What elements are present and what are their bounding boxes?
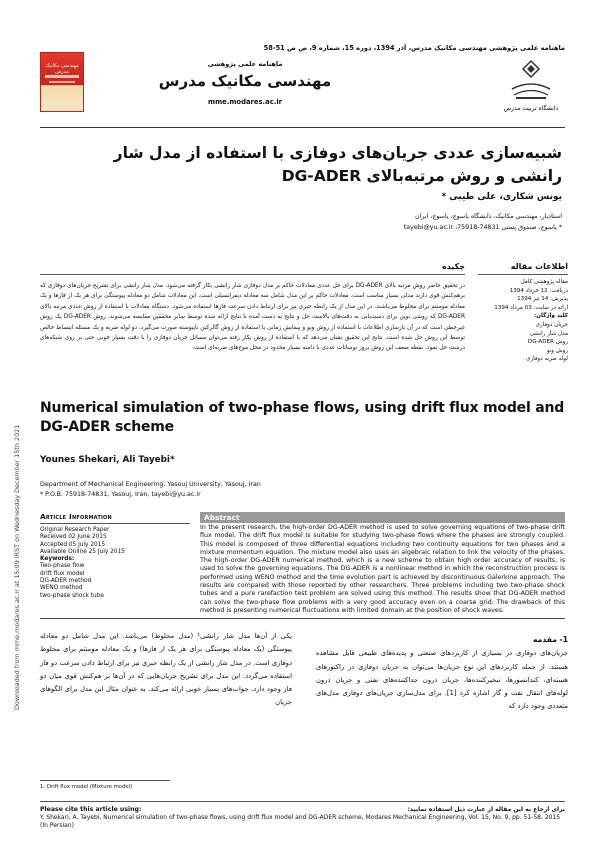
- english-keyword: WENO method: [40, 585, 83, 592]
- persian-article-info-heading: اطلاعات مقاله: [478, 262, 568, 275]
- persian-info-line: دریافت: 12 خرداد 1394: [509, 287, 568, 294]
- journal-cover-thumbnail: [40, 52, 84, 112]
- university-logo-icon: [500, 55, 562, 113]
- introduction-continued-text: یکی از آن‌ها مدل شار رانشی¹ (مدل مخلوط) می‌باشد. این مدل شامل دو معادله پیوستگی (یک معادله پیوستگی برای هر یک از فازها) و یک معادله مومنتم برای مخلوط دوفازی است. در مدل شار رانشی از یک رابطه جبری نیز برای ارتباط دادن سرعت دو فاز استفاده می‌گردد. این مدل برای تشریح جریان‌هایی که در آن‌ها بر هم‌کنش قوی میان دو فاز وجود دارد، جواب‌های بسیار خوبی ارائه می‌کند. به عنوان مثال این مدل برای الگوهای جریان: [40, 632, 292, 707]
- english-authors: Younes Shekari, Ali Tayebi*: [40, 455, 175, 465]
- persian-abstract: در تحقیق حاضر روش مرتبه بالای DG-ADER برای حل عددی معادلات حاکم بر مدل دوفازی شار رانشی بکار گرفته می‌شود. مدل شار رانشی برای تشریح جریان‌های دوفازی که برهم‌کنش قوی دارند مدلی بسیار مناسب است. معادلات حاکم بر این مدل شامل سه معادله دیفرانسیلی است. این معادلات شامل دو معادله پیوستگی برای هر یک از فازها و یک معادله مومنتم برای مخلوط می‌باشند. در این مدل از یک رابطه جبری نیز برای ارتباط دادن سرعت فازها استفاده می‌شود. دستگاه معادلات با استفاده از روش عددی مرتبه بالای DG-ADER که روشی نوین برای دست‌یابی به دقت‌های بالاست حل و نتایج به دست آمده با نتایج ارائه شده توسط سایر محققین مقایسه می‌شوند. روش DG-ADER یک روش غیرخطی است که در آن بازسازی اطلاعات با استفاده از روش ونو و پیمایش زمانی با استفاده از روش گالرکین ناپیوسته صورت می‌گیرد. دو لوله ضربه و یک مسئله انبساط خالص توسط این روش حل شده است. نتایج این تحقیق نشان می‌دهد که با استفاده از روش بکار رفته می‌توان مسائل جریان دوفازی را با دقت بسیار خوبی حتی بر روی شبکه‌های درشت حل نمود. نقطه ضعف این روش بروز نوسانات عددی با دامنه بسیار محدود در محل موج‌های ضربه‌ای است.: [40, 283, 465, 352]
- persian-affiliation: [404, 211, 562, 233]
- persian-keyword: لوله ضربه دوفازی: [526, 356, 568, 363]
- english-title: Numerical simulation of two-phase flows, using drift flux model and DG-ADER scheme: [40, 400, 565, 435]
- english-keyword: DG-ADER method: [40, 578, 92, 585]
- persian-keyword: جریان دوفازی: [535, 321, 568, 328]
- footnote: 1- Drift flux model (Mixture model): [40, 784, 133, 790]
- introduction-heading: 1- مقدمه: [533, 635, 568, 644]
- body-column-left: [40, 630, 292, 710]
- persian-keyword: روش DG-ADER: [527, 339, 568, 346]
- persian-corresponding-line: * یاسوج، صندوق پستی 74831-75918، tayebi@yu.ac.ir: [403, 224, 562, 231]
- persian-info-line: ارائه در سایت: 03 مرداد 1394: [494, 304, 568, 311]
- english-affiliation-line: Department of Mechanical Engineering, Yasouj University, Yasouj, Iran: [40, 481, 261, 488]
- journal-name: مهندسی مکانیک مدرس: [158, 72, 332, 90]
- body-column-right: [316, 633, 568, 714]
- citation-persian-heading: برای ارجاع به این مقاله از عبارت ذیل استفاده نمایید:: [407, 806, 565, 813]
- persian-abstract-heading: چکیده: [40, 262, 465, 275]
- english-affiliation: [40, 480, 261, 499]
- download-note-text: Downloaded from mme.modares.ac.ir at 15:09 IRST on Wednesday December 15th 2021: [13, 424, 21, 710]
- abstract-bottom-divider: [40, 618, 565, 619]
- english-abstract: In the present research, the high-order DG-ADER method is used to solve governing equations of two-phase drift flux model. The drift flux model is suitable for studying two-phase flows where the phases are strongly coupled. This model is composed of three differential equations including two continuity equations for two phases and a mixture momentum equation. The mixture model also uses an algebraic relation to link the velocity of the phases. The high-order DG-ADER numerical method, which is a new scheme to obtain high order accuracy of results, is used to solve the governing equations. The DG-ADER is a nonlinear method in which the reconstruction process is performed using WENO method and the time evolution part is achieved by discontinuous Galerkine approach. The results are compared with those reported by other researchers. Three problems including two two-phase shock tubes and a pure rarefaction test problem are solved using this method. The results show that DG-ADER method can solve the two-phase flow problems with a very good accuracy even on a coarse grid. The drawback of this method is presenting numerical fluctuations with limited domain at the position of shock waves.: [200, 524, 565, 614]
- english-info-line: Received 02 June 2015: [40, 534, 107, 541]
- cover-decoration: [45, 75, 79, 78]
- english-info-line: Available Online 25 July 2015: [40, 548, 125, 555]
- journal-type-label: ماهنامه علمی پژوهشی: [207, 60, 283, 68]
- journal-header: [150, 60, 340, 106]
- persian-info-line: پذیرش: 14 تیر 1394: [517, 296, 568, 303]
- english-article-info-heading: Article Information: [40, 512, 190, 524]
- english-article-info: [40, 512, 190, 600]
- persian-affiliation-line: استادیار، مهندسی مکانیک، دانشگاه یاسوج، یاسوج، ایران: [414, 213, 562, 220]
- logo-caption: دانشگاه تربیت مدرس: [503, 105, 559, 112]
- english-corresponding-line: * P.O.B. 75918-74831, Yasouj, Iran, tayebi@yu.ac.ir: [40, 490, 201, 498]
- citation-english-heading: Please cite this article using:: [40, 806, 142, 813]
- english-abstract-heading: Abstract: [200, 512, 565, 523]
- persian-keyword: مدل شار رانشی: [529, 330, 568, 337]
- journal-website-link[interactable]: mme.modares.ac.ir: [207, 98, 283, 106]
- english-keyword: drift flux model: [40, 570, 85, 577]
- english-info-line: Accepted 05 July 2015: [40, 541, 106, 548]
- english-info-line: Original Research Paper: [40, 527, 110, 533]
- download-watermark: [2, 150, 21, 710]
- english-keyword: two-phase shock tube: [40, 592, 104, 599]
- header-divider: [40, 127, 565, 128]
- footnote-divider: [40, 780, 170, 781]
- persian-title: شبیه‌سازی عددی جریان‌های دوفازی با استفاده از مدل شار رانشی و روش مرتبه‌بالای DG-ADER: [113, 144, 562, 185]
- persian-authors: یونس شکاری، علی طیبی *: [441, 192, 562, 202]
- english-keyword: Two-phase flow: [40, 563, 85, 570]
- persian-keyword: روش ونو: [546, 347, 568, 354]
- english-keywords-heading: Keywords:: [40, 556, 75, 563]
- cover-decoration: [49, 81, 75, 83]
- persian-info-line: مقاله پژوهشی کامل: [520, 279, 568, 285]
- citation-divider: [40, 801, 565, 802]
- journal-reference: ماهنامه علمی پژوهشی مهندسی مکانیک مدرس، آذر 1394، دوره 15، شماره 9، ص ص 51-58: [263, 44, 565, 52]
- persian-keywords-heading: کلید واژگان:: [534, 313, 568, 320]
- cover-title: مهندسی مکانیک مدرس: [45, 63, 79, 75]
- persian-article-info: [478, 262, 568, 364]
- introduction-text: جریان‌های دوفازی در بسیاری از کاربردهای صنعتی و پدیده‌های طبیعی قابل مشاهده هستند. از جمله کاربردهای این نوع جریان‌ها می‌توان به جریان دوفازی در راکتورهای هسته‌ای، کندانسورها، تبخیرکننده‌ها، جریان درون جداکننده‌های نفتی و جریان درون لوله‌های انتقال نفت و گاز اشاره کرد [1]. برای مدل‌سازی جریان‌های دوفازی مدل‌های متعددی وجود دارد که: [316, 649, 569, 711]
- citation-text: Y. Shekari, A. Tayebi, Numerical simulation of two-phase flows, using drift flux model and DG-ADER scheme, Modares Mechanical Engineering, Vol. 15, No. 9, pp. 51-58, 2015 (In Persian): [40, 814, 561, 830]
